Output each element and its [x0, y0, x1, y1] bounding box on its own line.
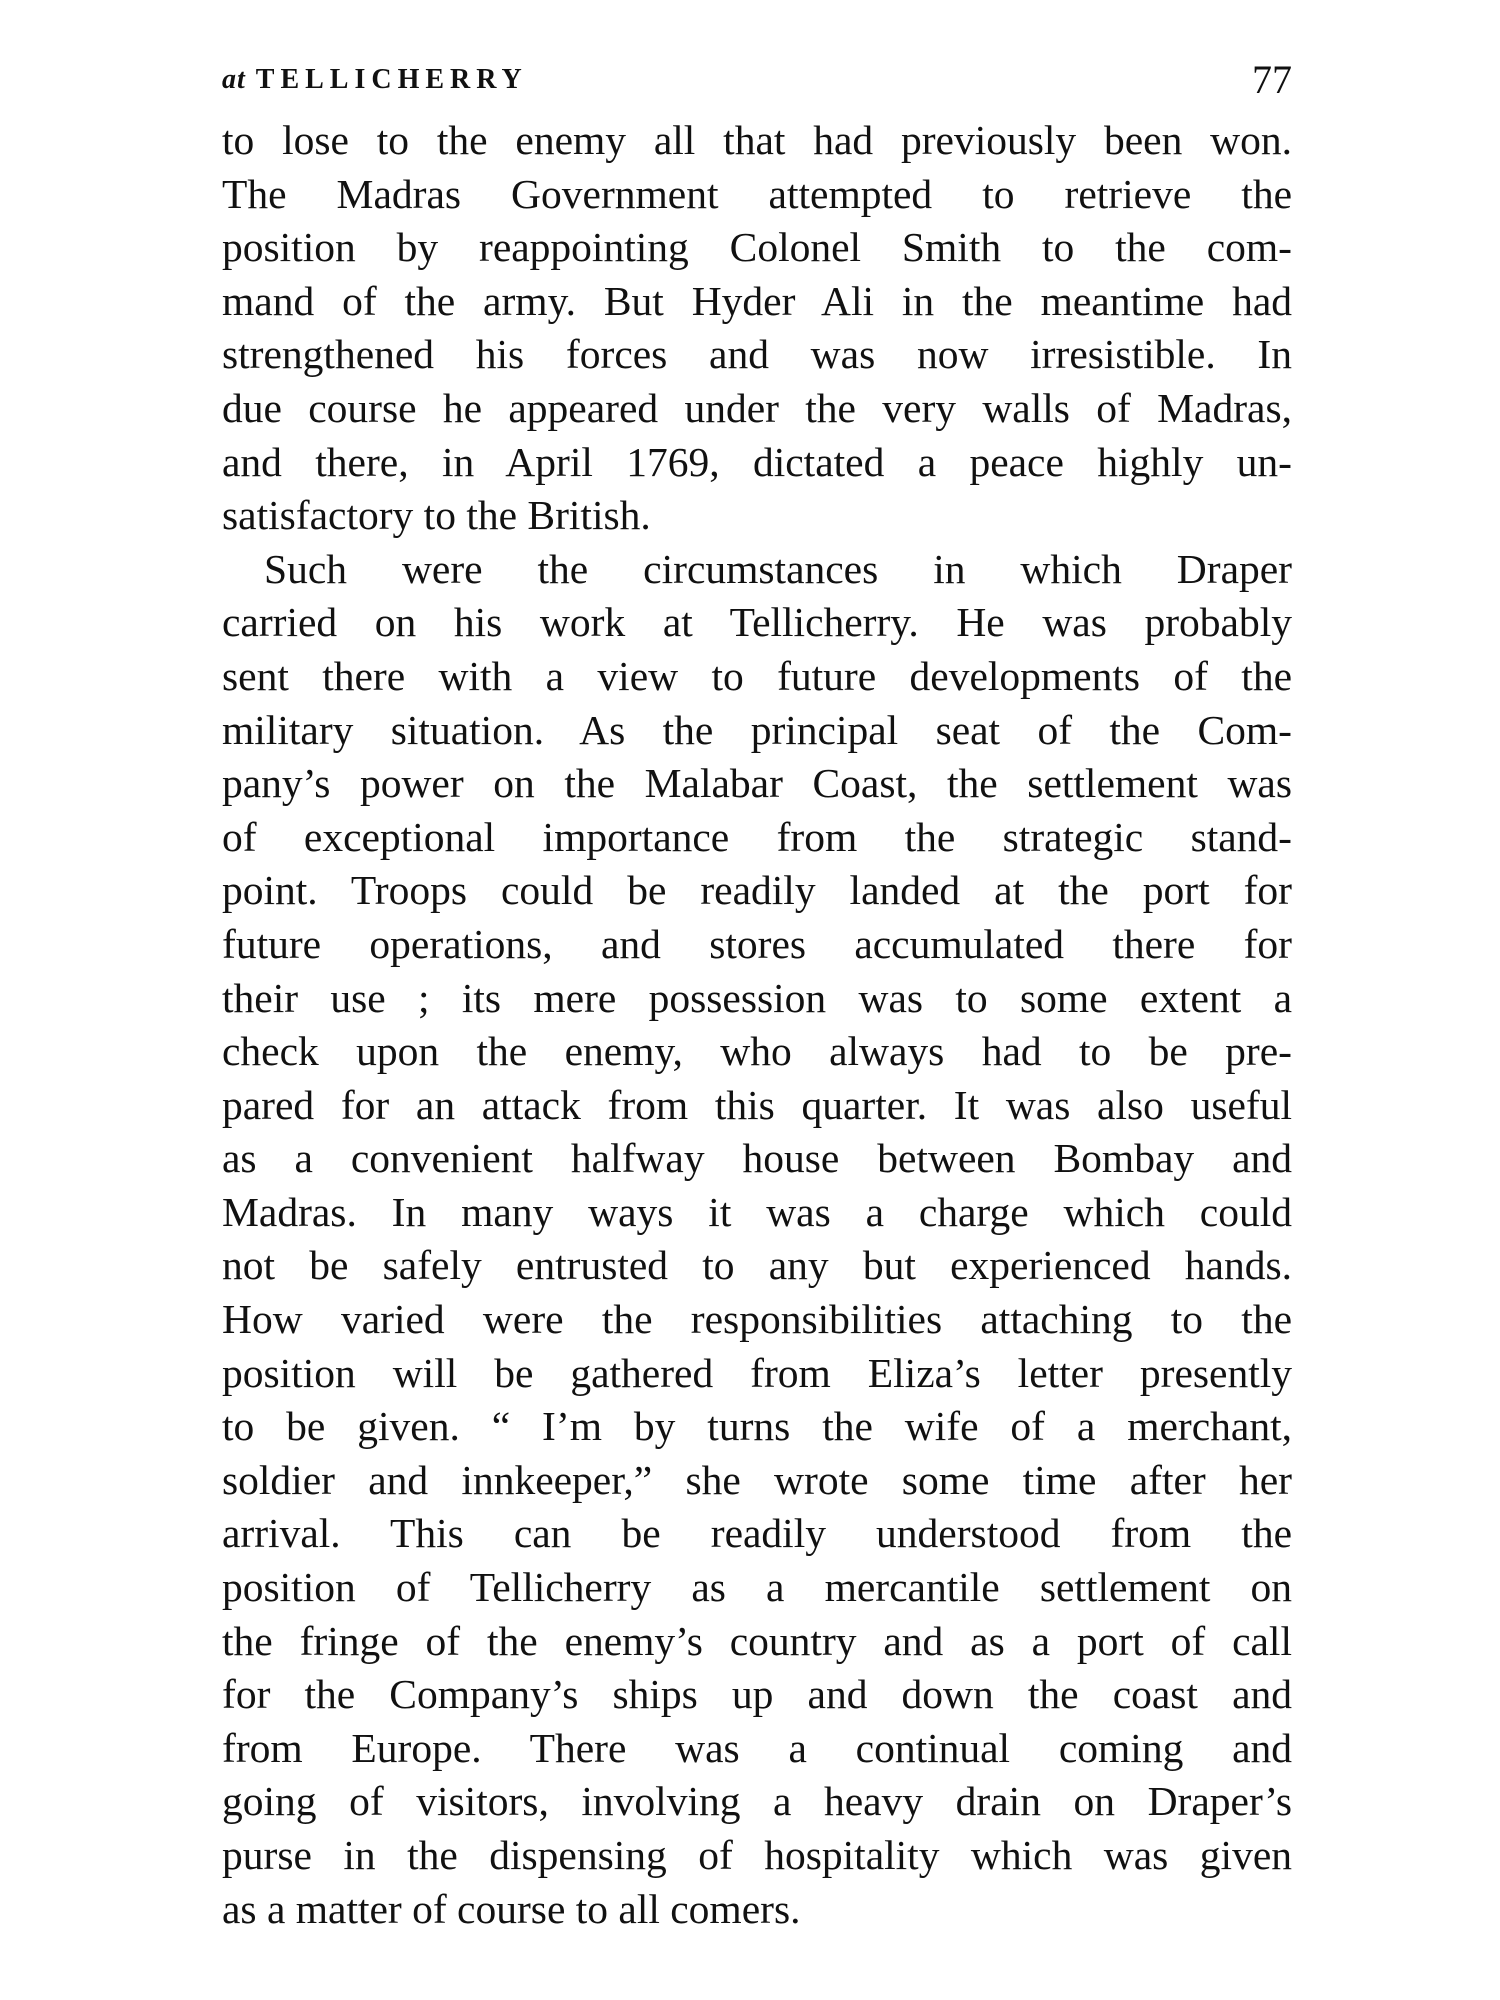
text-line: position of Tellicherry as a mercantile settlement on — [222, 1564, 1292, 1611]
text-line: pany’s power on the Malabar Coast, the settlement was — [222, 760, 1292, 807]
text-line: position by reappointing Colonel Smith to the com- — [222, 224, 1292, 271]
text-line: not be safely entrusted to any but experienced hands. — [222, 1242, 1292, 1289]
text-line: of exceptional importance from the strategic stand- — [222, 813, 1292, 860]
text-line: satisfactory to the British. — [222, 492, 651, 539]
text-line: military situation. As the principal seat of the Com- — [222, 706, 1292, 753]
running-title — [222, 64, 528, 96]
page-number: 77 — [1252, 57, 1292, 102]
text-line: sent there with a view to future developments of the — [222, 652, 1292, 699]
text-line: check upon the enemy, who always had to be pre- — [222, 1028, 1292, 1075]
text-line: due course he appeared under the very walls of Madras, — [222, 384, 1292, 431]
running-title-text: TELLICHERRY — [255, 64, 528, 95]
book-page — [222, 58, 1292, 1936]
text-line: How varied were the responsibilities attaching to the — [222, 1296, 1292, 1343]
text-line: to be given. “ I’m by turns the wife of a merchant, — [222, 1403, 1292, 1450]
text-line: the fringe of the enemy’s country and as a port of call — [222, 1617, 1292, 1664]
text-line: strengthened his forces and was now irresistible. In — [222, 331, 1292, 378]
text-line: arrival. This can be readily understood from the — [222, 1510, 1292, 1557]
text-line: pared for an attack from this quarter. It was also useful — [222, 1081, 1292, 1128]
text-line: as a matter of course to all comers. — [222, 1885, 801, 1932]
text-line: from Europe. There was a continual coming and — [222, 1724, 1292, 1771]
text-line: soldier and innkeeper,” she wrote some time after her — [222, 1456, 1292, 1503]
text-line: future operations, and stores accumulated there for — [222, 920, 1292, 967]
body-text — [222, 114, 1292, 1936]
text-line: The Madras Government attempted to retrieve the — [222, 170, 1292, 217]
text-line: Madras. In many ways it was a charge which could — [222, 1188, 1292, 1235]
text-line: going of visitors, involving a heavy drain on Draper’s — [222, 1778, 1292, 1825]
text-line: to lose to the enemy all that had previously been won. — [222, 117, 1292, 163]
text-line: for the Company’s ships up and down the coast and — [222, 1671, 1292, 1718]
running-head — [222, 58, 1292, 114]
paragraph-2 — [222, 543, 1292, 1936]
text-line: and there, in April 1769, dictated a peace highly un- — [222, 438, 1292, 485]
text-line: mand of the army. But Hyder Ali in the meantime had — [222, 277, 1292, 324]
text-line: carried on his work at Tellicherry. He was probably — [222, 599, 1292, 646]
text-line: their use ; its mere possession was to some extent a — [222, 974, 1292, 1021]
paragraph-1 — [222, 114, 1292, 543]
text-line: Such were the circumstances in which Draper — [264, 545, 1292, 592]
text-line: purse in the dispensing of hospitality which was given — [222, 1832, 1292, 1878]
text-line: position will be gathered from Eliza’s letter presently — [222, 1349, 1292, 1396]
text-line: as a convenient halfway house between Bombay and — [222, 1135, 1292, 1182]
running-title-prefix: at — [222, 64, 246, 95]
text-line: point. Troops could be readily landed at the port for — [222, 867, 1292, 914]
